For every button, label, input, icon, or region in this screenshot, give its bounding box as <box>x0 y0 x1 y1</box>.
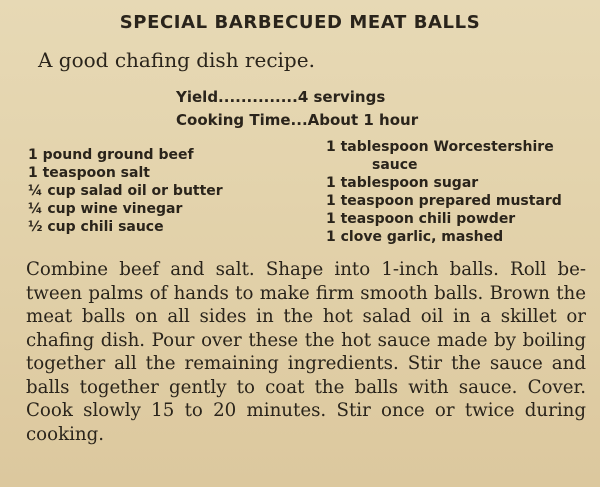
ingredient-item-continuation: sauce <box>372 157 418 173</box>
yield-line: Yield..............4 servings <box>176 88 386 106</box>
ingredients-column-right <box>326 138 562 246</box>
ingredient-item: ½ cup chili sauce <box>28 219 164 235</box>
instructions-line: Combine beef and salt. Shape into 1-inch balls. Roll be- <box>26 259 586 280</box>
instructions-line: meat balls on all sides in the hot salad oil in a skillet or <box>26 306 586 327</box>
instructions-line: balls together gently to coat the balls with sauce. Cover. <box>26 376 586 398</box>
ingredient-item: 1 tablespoon Worcestershire <box>326 139 554 155</box>
ingredient-item: 1 clove garlic, mashed <box>326 229 504 245</box>
ingredient-item: 1 teaspoon salt <box>28 165 150 181</box>
ingredient-item: ¼ cup salad oil or butter <box>28 183 223 199</box>
instructions-line: cooking. <box>26 423 105 445</box>
recipe-instructions <box>26 258 586 446</box>
ingredients-column-left <box>28 146 223 236</box>
instructions-line: tween palms of hands to make firm smooth balls. Brown the <box>26 282 586 304</box>
instructions-line: Cook slowly 15 to 20 minutes. Stir once or twice during <box>26 400 586 421</box>
cooking-time-line: Cooking Time...About 1 hour <box>176 111 419 129</box>
recipe-intro: A good chafing dish recipe. <box>38 48 315 72</box>
ingredient-item: 1 teaspoon prepared mustard <box>326 193 562 209</box>
ingredient-item: 1 teaspoon chili powder <box>326 211 516 227</box>
ingredient-item: 1 pound ground beef <box>28 147 194 163</box>
instructions-line: together all the remaining ingredients. Stir the sauce and <box>26 353 586 374</box>
ingredient-item: ¼ cup wine vinegar <box>28 201 183 217</box>
instructions-line: chafing dish. Pour over these the hot sauce made by boiling <box>26 329 586 351</box>
ingredient-item: 1 tablespoon sugar <box>326 175 479 191</box>
recipe-meta <box>176 86 418 132</box>
recipe-title: SPECIAL BARBECUED MEAT BALLS <box>119 12 481 33</box>
